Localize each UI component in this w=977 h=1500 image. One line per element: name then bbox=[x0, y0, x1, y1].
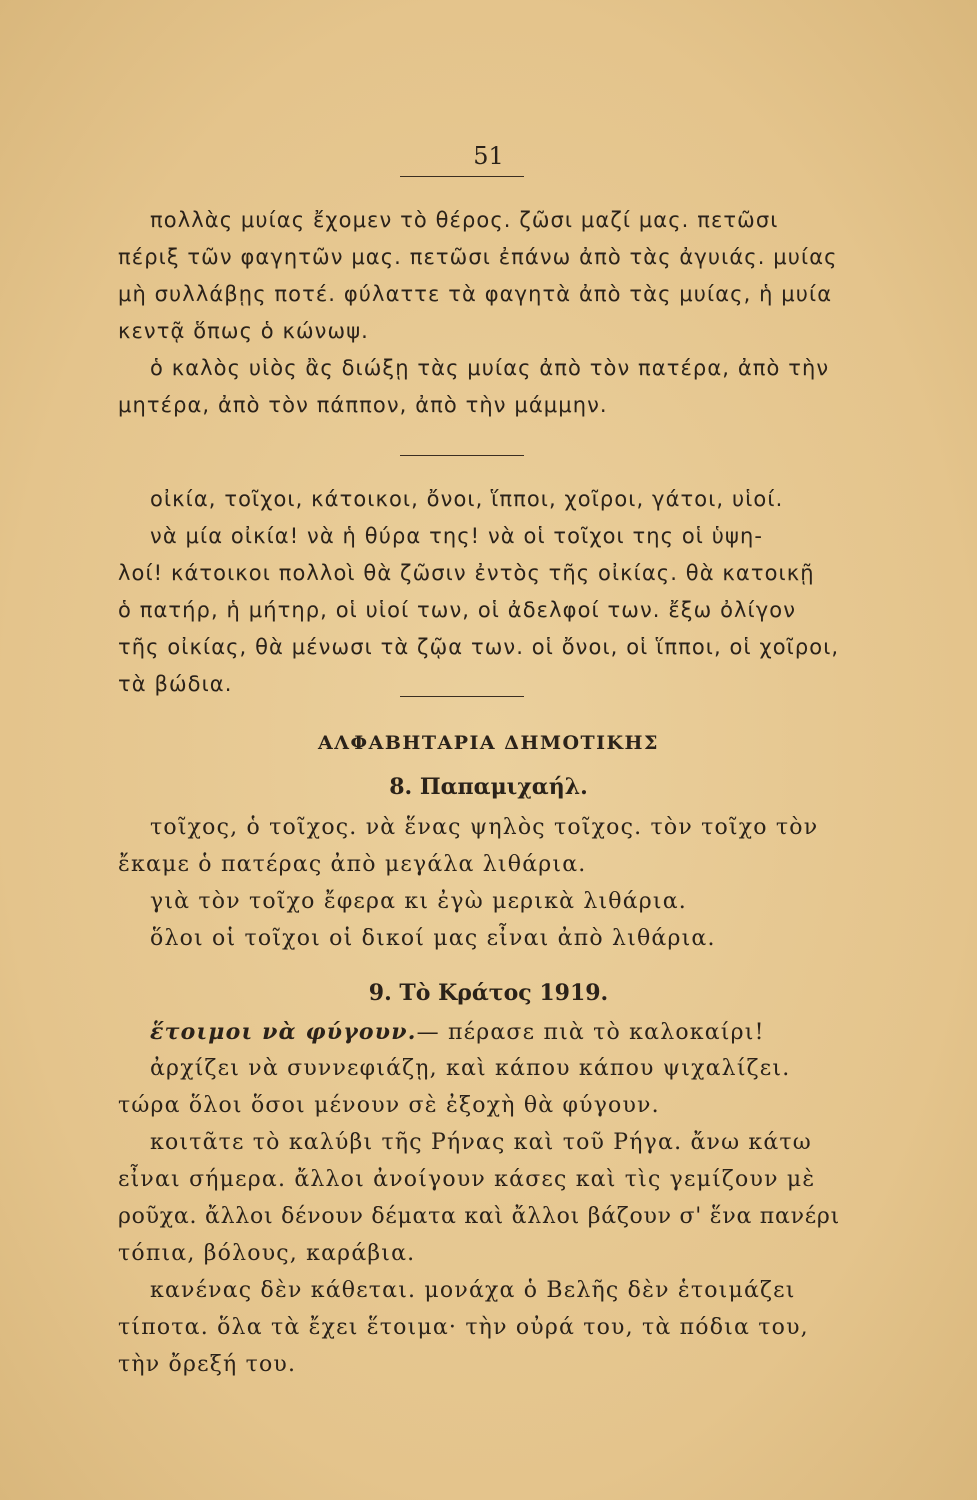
text-line: οἰκία, τοῖχοι, κάτοικοι, ὄνοι, ἵπποι, χοῖροι, γάτοι, υἱοί. bbox=[150, 487, 784, 511]
text-line: γιὰ τὸν τοῖχο ἔφερα κι ἐγὼ μερικὰ λιθάρια. bbox=[150, 889, 687, 914]
section-divider bbox=[400, 455, 524, 456]
text-line: μητέρα, ἀπὸ τὸν πάππον, ἀπὸ τὴν μάμμην. bbox=[118, 393, 608, 417]
text-line: μὴ συλλάβῃς ποτέ. φύλαττε τὰ φαγητὰ ἀπὸ τὰς μυίας, ἡ μυία bbox=[118, 282, 833, 306]
lesson-9-title: 9. Τὸ Κράτος 1919. bbox=[368, 980, 609, 1006]
text-line: πολλὰς μυίας ἔχομεν τὸ θέρος. ζῶσι μαζί μας. πετῶσι bbox=[150, 208, 779, 232]
text-line: τὴν ὄρεξή του. bbox=[118, 1352, 297, 1377]
text-line: ροῦχα. ἄλλοι δένουν δέματα καὶ ἄλλοι βάζουν σ' ἕνα πανέρι bbox=[118, 1204, 840, 1229]
page-number: 51 bbox=[473, 142, 504, 170]
section-divider bbox=[400, 696, 524, 697]
text-line: νὰ μία οἰκία! νὰ ἡ θύρα της! νὰ οἱ τοῖχοι της οἱ ὑψη- bbox=[150, 524, 764, 548]
text-line: ἔκαμε ὁ πατέρας ἀπὸ μεγάλα λιθάρια. bbox=[118, 852, 587, 877]
text-line: τόπια, βόλους, καράβια. bbox=[118, 1241, 416, 1266]
text-line-rest: — πέρασε πιὰ τὸ καλοκαίρι! bbox=[416, 1020, 765, 1045]
text-line: κεντᾷ ὅπως ὁ κώνωψ. bbox=[118, 319, 369, 343]
header-rule bbox=[400, 176, 524, 177]
text-line: τὰ βώδια. bbox=[118, 672, 233, 696]
text-line: ὁ πατήρ, ἡ μήτηρ, οἱ υἱοί των, οἱ ἀδελφοί των. ἔξω ὀλίγον bbox=[118, 598, 797, 622]
text-line: τῆς οἰκίας, θὰ μένωσι τὰ ζῷα των. οἱ ὄνοι, οἱ ἵπποι, οἱ χοῖροι, bbox=[118, 635, 840, 659]
text-line-first bbox=[150, 1019, 765, 1045]
text-line: κοιτᾶτε τὸ καλύβι τῆς Ρήνας καὶ τοῦ Ρήγα. ἄνω κάτω bbox=[150, 1130, 812, 1155]
text-line: ἀρχίζει νὰ συννεφιάζῃ, καὶ κάπου κάπου ψιχαλίζει. bbox=[150, 1056, 791, 1081]
text-line: πέριξ τῶν φαγητῶν μας. πετῶσι ἐπάνω ἀπὸ τὰς ἀγυιάς. μυίας bbox=[118, 245, 838, 269]
emphasis-phrase: ἕτοιμοι νὰ φύγουν. bbox=[150, 1019, 417, 1045]
text-line: ὅλοι οἱ τοῖχοι οἱ δικοί μας εἶναι ἀπὸ λιθάρια. bbox=[150, 926, 716, 951]
text-line: τώρα ὅλοι ὅσοι μένουν σὲ ἐξοχὴ θὰ φύγουν. bbox=[118, 1093, 660, 1118]
book-title: ΑΛΦΑΒΗΤΑΡΙΑ ΔΗΜΟΤΙΚΗΣ bbox=[318, 732, 659, 754]
text-line: ὁ καλὸς υἱὸς ἂς διώξῃ τὰς μυίας ἀπὸ τὸν πατέρα, ἀπὸ τὴν bbox=[150, 356, 830, 380]
text-line: τίποτα. ὅλα τὰ ἔχει ἕτοιμα· τὴν οὐρά του, τὰ πόδια του, bbox=[118, 1315, 809, 1340]
text-line: λοί! κάτοικοι πολλοὶ θὰ ζῶσιν ἐντὸς τῆς οἰκίας. θὰ κατοικῇ bbox=[118, 561, 815, 585]
text-line: κανένας δὲν κάθεται. μονάχα ὁ Βελῆς δὲν ἑτοιμάζει bbox=[150, 1278, 796, 1303]
text-line: τοῖχος, ὁ τοῖχος. νὰ ἕνας ψηλὸς τοῖχος. τὸν τοῖχο τὸν bbox=[150, 815, 819, 840]
text-line: εἶναι σήμερα. ἄλλοι ἀνοίγουν κάσες καὶ τὶς γεμίζουν μὲ bbox=[118, 1167, 816, 1192]
lesson-8-title: 8. Παπαμιχαήλ. bbox=[389, 774, 588, 800]
